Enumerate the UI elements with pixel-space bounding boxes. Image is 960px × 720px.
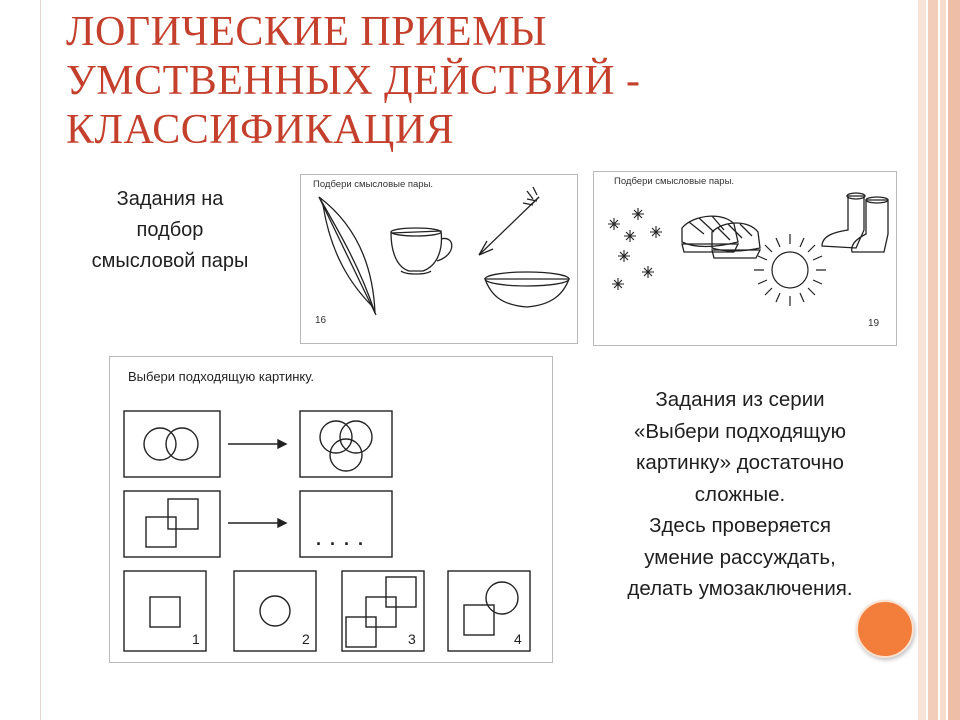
stripe: [948, 0, 960, 720]
worksheet-choose-picture: [109, 356, 553, 663]
caption-line: Задания из серии: [655, 388, 825, 411]
worksheet-prompt: Подбери смысловые пары.: [614, 176, 735, 187]
stripe: [928, 0, 938, 720]
slide-title: [66, 8, 641, 155]
caption-line: подбор: [136, 219, 204, 241]
caption-picture-series: [595, 384, 885, 605]
panel-two-circles: [124, 411, 220, 477]
arrow-icon: [479, 197, 539, 255]
page-number: 16: [315, 315, 327, 326]
cup-icon: [391, 231, 441, 271]
option-number: 2: [302, 631, 310, 647]
blank-dots: . . . .: [316, 529, 366, 549]
decorative-orange-circle: [856, 600, 914, 658]
snowflake-icons: [608, 208, 662, 290]
sandals-icon: [682, 216, 760, 258]
option-number: 4: [514, 631, 522, 647]
worksheet-drawing: [594, 172, 898, 347]
option-number: 1: [192, 631, 200, 647]
page-number: 19: [868, 318, 880, 329]
caption-line: Задания на: [116, 188, 224, 210]
worksheet-prompt: Подбери смысловые пары.: [313, 179, 434, 190]
caption-line: картинку» достаточно: [636, 451, 844, 474]
caption-semantic-pairs: [60, 184, 280, 277]
sun-icon: [754, 234, 826, 306]
worksheet-drawing: [301, 175, 579, 345]
boots-icon: [822, 193, 888, 252]
worksheet-pairs-bow-cup: [300, 174, 578, 344]
caption-line: делать умозаключения.: [627, 577, 853, 600]
caption-line: Здесь проверяется: [649, 514, 831, 537]
stripe: [940, 0, 946, 720]
title-line: ЛОГИЧЕСКИЕ ПРИЕМЫ: [66, 9, 548, 55]
title-line: КЛАССИФИКАЦИЯ: [66, 107, 455, 153]
worksheet-pairs-snow-sun: [593, 171, 897, 346]
arrow-right-icon: [278, 440, 286, 448]
caption-line: «Выбери подходящую: [633, 419, 847, 443]
worksheet-prompt: Выбери подходящую картинку.: [128, 369, 315, 384]
title-line: УМСТВЕННЫХ ДЕЙСТВИЙ -: [66, 58, 641, 104]
option-number: 3: [408, 631, 416, 647]
decorative-side-stripes: [918, 0, 960, 720]
arrow-right-icon: [278, 519, 286, 527]
caption-line: смысловой пары: [91, 250, 249, 272]
panel-three-circles: [300, 411, 392, 477]
bowl-icon: [485, 279, 569, 307]
stripe: [918, 0, 926, 720]
worksheet-drawing: [110, 357, 554, 664]
caption-line: умение рассуждать,: [644, 545, 836, 569]
caption-line: сложные.: [694, 482, 786, 506]
